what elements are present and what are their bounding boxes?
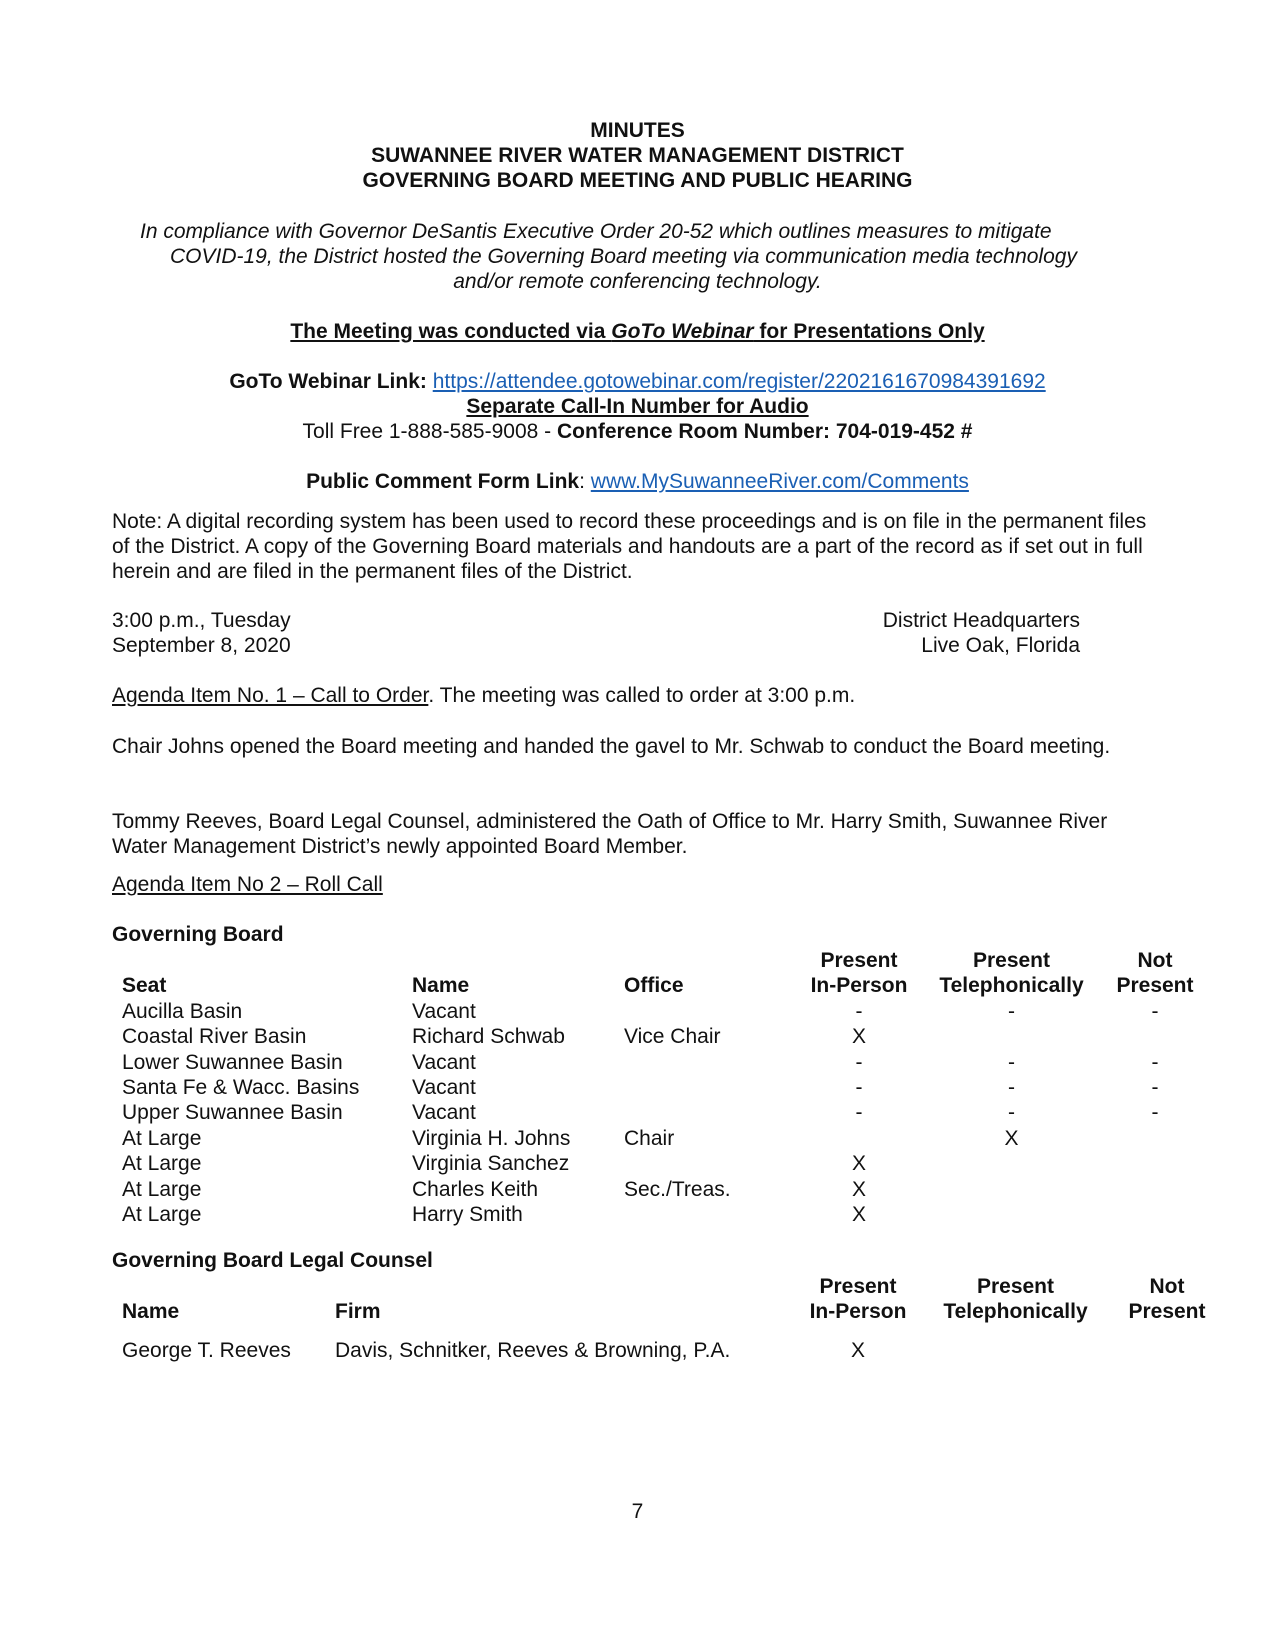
office-cell: Sec./Treas.: [624, 1177, 731, 1201]
conducted-pre: The Meeting was conducted via: [290, 320, 612, 343]
office-cell: [624, 999, 794, 1024]
col-not-top: Not: [1137, 949, 1173, 972]
col-not: Present: [1128, 1300, 1206, 1324]
governing-board-heading: Governing Board: [112, 923, 284, 946]
tele-cell: [924, 1202, 1099, 1227]
office-cell: [624, 1100, 794, 1125]
table-row: [122, 1325, 1226, 1364]
agenda-item-1: [112, 684, 855, 708]
oath-paragraph: Tommy Reeves, Board Legal Counsel, administered the Oath of Office to Mr. Harry Smith, Suwannee River Water Management District’s newly appointed Board Member.: [112, 810, 1108, 858]
table-row: [122, 1126, 1211, 1151]
col-tele: Telephonically: [939, 974, 1084, 998]
meeting-date: September 8, 2020: [112, 634, 291, 657]
tele-cell: -: [1008, 1076, 1015, 1100]
col-name: Name: [122, 1300, 180, 1324]
office-cell: Chair: [624, 1126, 675, 1150]
table-row: [122, 1100, 1211, 1125]
col-inperson-top: Present: [820, 949, 898, 972]
public-comment-link[interactable]: www.MySuwanneeRiver.com/Comments: [590, 470, 969, 493]
office-cell: Vice Chair: [624, 1025, 721, 1049]
office-cell: [624, 1075, 794, 1100]
tele-cell: [923, 1325, 1108, 1364]
not-cell: -: [1151, 1101, 1159, 1125]
not-cell: -: [1151, 999, 1159, 1023]
toll-free-number: Toll Free 1-888-585-9008 -: [302, 420, 557, 443]
tele-cell: [924, 1177, 1099, 1202]
col-inperson-top: Present: [819, 1275, 897, 1298]
meeting-location: District Headquarters: [882, 609, 1080, 632]
seat-cell: At Large: [122, 1203, 202, 1227]
compliance-line-1: In compliance with Governor DeSantis Executive Order 20-52 which outlines measures to mitigate: [140, 220, 1052, 243]
inperson-cell: -: [855, 1076, 863, 1100]
webinar-label: GoTo Webinar Link:: [229, 370, 427, 393]
seat-cell: At Large: [122, 1126, 202, 1150]
legal-counsel-table: [122, 1274, 1226, 1364]
callin-line: [0, 420, 1275, 444]
not-cell: [1108, 1325, 1226, 1364]
name-cell: Vacant: [412, 1050, 476, 1074]
not-cell: [1099, 1126, 1211, 1151]
compliance-line-3: and/or remote conferencing technology.: [453, 270, 822, 293]
inperson-cell: -: [855, 999, 863, 1023]
table-row: [122, 1050, 1211, 1075]
conducted-post: for Presentations Only: [753, 320, 985, 343]
table-row: [122, 1075, 1211, 1100]
not-cell: [1099, 1202, 1211, 1227]
public-comment-line: [0, 470, 1275, 494]
table-row: [122, 1024, 1211, 1049]
office-cell: [624, 1151, 794, 1176]
inperson-cell: X: [851, 1152, 866, 1176]
public-comment-label: Public Comment Form Link: [306, 470, 580, 493]
board-header-row: [122, 973, 1211, 998]
inperson-cell: [794, 1126, 924, 1151]
seat-cell: Upper Suwannee Basin: [122, 1101, 343, 1125]
tele-cell: [924, 1151, 1099, 1176]
webinar-line: [0, 370, 1275, 394]
inperson-cell: X: [851, 1025, 866, 1049]
table-row: [122, 1177, 1211, 1202]
public-comment-sep: :: [579, 470, 591, 493]
meeting-title: GOVERNING BOARD MEETING AND PUBLIC HEARING: [362, 169, 913, 192]
conducted-via: [0, 320, 1275, 344]
col-tele-top: Present: [972, 949, 1051, 972]
agenda-item-2-title: Agenda Item No 2 – Roll Call: [112, 873, 383, 896]
seat-cell: At Large: [122, 1152, 202, 1176]
chair-paragraph: Chair Johns opened the Board meeting and handed the gavel to Mr. Schwab to conduct the Board meeting.: [112, 735, 1111, 758]
counsel-header-row-top: [122, 1274, 1226, 1299]
name-cell: Charles Keith: [412, 1177, 539, 1201]
col-not-top: Not: [1149, 1275, 1185, 1298]
table-row: [122, 1202, 1211, 1227]
seat-cell: Aucilla Basin: [122, 999, 243, 1023]
name-cell: Vacant: [412, 1101, 476, 1125]
inperson-cell: X: [850, 1339, 865, 1363]
col-name: Name: [412, 974, 470, 998]
page-number: 7: [631, 1500, 644, 1523]
tele-cell: [924, 1024, 1099, 1049]
col-seat: Seat: [122, 974, 167, 998]
compliance-line-2: COVID-19, the District hosted the Governing Board meeting via communication media technology: [170, 245, 1077, 268]
governing-board-table: [122, 948, 1211, 1227]
firm-cell: Davis, Schnitker, Reeves & Browning, P.A.: [335, 1339, 731, 1363]
counsel-header-row: [122, 1299, 1226, 1324]
col-tele: Telephonically: [943, 1300, 1088, 1324]
seat-cell: Coastal River Basin: [122, 1025, 307, 1049]
inperson-cell: -: [855, 1101, 863, 1125]
col-inperson: In-Person: [809, 1300, 907, 1324]
office-cell: [624, 1202, 794, 1227]
name-cell: Virginia Sanchez: [412, 1152, 570, 1176]
webinar-link[interactable]: https://attendee.gotowebinar.com/register/2202161670984391692: [432, 370, 1046, 393]
not-cell: -: [1151, 1050, 1159, 1074]
col-inperson: In-Person: [810, 974, 908, 998]
not-cell: [1099, 1024, 1211, 1049]
col-not: Present: [1116, 974, 1194, 998]
inperson-cell: -: [855, 1050, 863, 1074]
agenda-item-1-text: . The meeting was called to order at 3:00 p.m.: [428, 684, 856, 707]
inperson-cell: X: [851, 1177, 866, 1201]
board-header-row-top: [122, 948, 1211, 973]
seat-cell: Santa Fe & Wacc. Basins: [122, 1076, 360, 1100]
col-office: Office: [624, 974, 684, 998]
seat-cell: Lower Suwannee Basin: [122, 1050, 343, 1074]
callin-heading: Separate Call-In Number for Audio: [466, 395, 809, 418]
name-cell: Harry Smith: [412, 1203, 523, 1227]
note-paragraph: Note: A digital recording system has been used to record these proceedings and is on file in the permanent files of the District. A copy of the Governing Board materials and handouts are a part of the record as if set out in full herein and are filed in the permanent files of the District.: [112, 510, 1147, 583]
meeting-city: Live Oak, Florida: [921, 634, 1080, 657]
meeting-time: 3:00 p.m., Tuesday: [112, 609, 291, 632]
conference-room-number: Conference Room Number: 704-019-452 #: [557, 420, 973, 443]
agenda-item-1-title: Agenda Item No. 1 – Call to Order: [112, 684, 429, 707]
district-title: SUWANNEE RIVER WATER MANAGEMENT DISTRICT: [371, 144, 904, 167]
seat-cell: At Large: [122, 1177, 202, 1201]
not-cell: [1099, 1151, 1211, 1176]
col-tele-top: Present: [976, 1275, 1055, 1298]
table-row: [122, 999, 1211, 1024]
conducted-em: GoTo Webinar: [611, 320, 754, 343]
name-cell: George T. Reeves: [122, 1339, 291, 1363]
name-cell: Virginia H. Johns: [412, 1126, 571, 1150]
table-row: [122, 1151, 1211, 1176]
legal-counsel-heading: Governing Board Legal Counsel: [112, 1249, 433, 1272]
not-cell: -: [1151, 1076, 1159, 1100]
tele-cell: -: [1008, 1101, 1015, 1125]
tele-cell: X: [1004, 1126, 1019, 1150]
name-cell: Vacant: [412, 1076, 476, 1100]
inperson-cell: X: [851, 1203, 866, 1227]
tele-cell: -: [1008, 999, 1015, 1023]
name-cell: Vacant: [412, 999, 476, 1023]
col-firm: Firm: [335, 1300, 381, 1324]
name-cell: Richard Schwab: [412, 1025, 565, 1049]
minutes-title: MINUTES: [590, 119, 685, 142]
not-cell: [1099, 1177, 1211, 1202]
office-cell: [624, 1050, 794, 1075]
tele-cell: -: [1008, 1050, 1015, 1074]
